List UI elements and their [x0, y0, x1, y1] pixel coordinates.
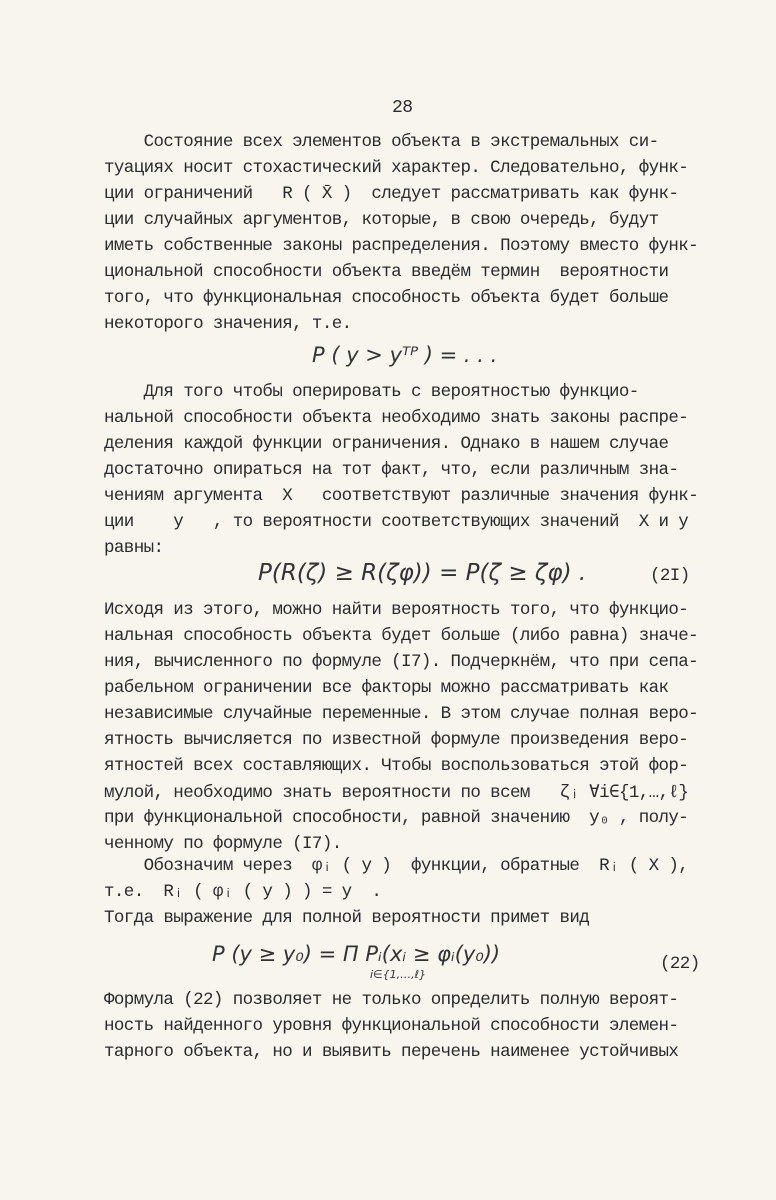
text-line: Формула (22) позволяет не только определить полную вероят-: [104, 990, 679, 1010]
text-line: ции ограничений R ( X̄ ) следует рассматривать как функ-: [104, 184, 679, 204]
text-line: нальная способность объекта будет больше (либо равна) значе-: [104, 626, 699, 646]
text-line: Обозначим через φᵢ ( y ) функции, обратные Rᵢ ( X ),: [104, 856, 689, 876]
text-line: ния, вычисленного по формуле (I7). Подчеркнём, что при сепа-: [104, 652, 699, 672]
formula-22: P (y ≥ y₀) = Π Pᵢ(xᵢ ≥ φᵢ(y₀)): [212, 942, 501, 966]
text-line: ченному по формуле (I7).: [104, 834, 342, 854]
text-line: достаточно опираться на тот факт, что, если различным зна-: [104, 460, 679, 480]
text-line: Тогда выражение для полной вероятности примет вид: [104, 908, 590, 928]
text-line: независимые случайные переменные. В этом случае полная веро-: [104, 704, 699, 724]
text-line: ции случайных аргументов, которые, в свою очередь, будут: [104, 210, 659, 230]
text-line: циональной способности объекта введём термин вероятности: [104, 262, 669, 282]
text-line: ции y , то вероятности соответствующих значений X и y: [104, 512, 689, 532]
text-line: ятность вычисляется по известной формуле произведения веро-: [104, 730, 689, 750]
text-line: т.е. Rᵢ ( φᵢ ( y ) ) = y .: [104, 882, 382, 902]
page-number: 28: [392, 98, 413, 118]
text-line: туациях носит стохастический характер. Следовательно, функ-: [104, 158, 689, 178]
equation-number-22: (22): [660, 954, 700, 974]
text-line: тарного объекта, но и выявить перечень наименее устойчивых: [104, 1042, 679, 1062]
text-line: рабельном ограничении все факторы можно рассматривать как: [104, 678, 669, 698]
text-line: некоторого значения, т.е.: [104, 314, 352, 334]
text-line: Состояние всех элементов объекта в экстремальных си-: [104, 132, 659, 152]
equation-number-21: (2I): [650, 566, 690, 586]
formula-probability-threshold: P ( y > yᵀᴾ ) = . . .: [312, 343, 498, 367]
text-line: Исходя из этого, можно найти вероятность того, что функцио-: [104, 600, 689, 620]
paragraph-5: [104, 990, 679, 1090]
formula-22-subscript: i∈{1,…,ℓ}: [370, 968, 427, 981]
text-line: чениям аргумента X соответствуют различные значения функ-: [104, 486, 699, 506]
text-line: при функциональной способности, равной значению y₀ , полу-: [104, 808, 689, 828]
text-line: ятностей всех составляющих. Чтобы воспользоваться этой фор-: [104, 756, 689, 776]
text-line: равны:: [104, 538, 164, 558]
text-line: иметь собственные законы распределения. Поэтому вместо функ-: [104, 236, 699, 256]
text-line: нальной способности объекта необходимо знать законы распре-: [104, 408, 689, 428]
formula-21: P(R(ζ) ≥ R(ζφ)) = P(ζ ≥ ζφ) .: [258, 560, 587, 586]
paragraph-1: [104, 132, 699, 334]
paragraph-3: [104, 600, 699, 854]
text-line: ность найденного уровня функциональной способности элемен-: [104, 1016, 679, 1036]
paragraph-2: [104, 382, 699, 562]
text-line: деления каждой функции ограничения. Однако в нашем случае: [104, 434, 669, 454]
text-line: мулой, необходимо знать вероятности по всем ζᵢ ∀i∈{1,…,ℓ}: [104, 783, 689, 803]
text-line: того, что функциональная способность объекта будет больше: [104, 288, 669, 308]
text-line: Для того чтобы оперировать с вероятностью функцио-: [104, 382, 639, 402]
